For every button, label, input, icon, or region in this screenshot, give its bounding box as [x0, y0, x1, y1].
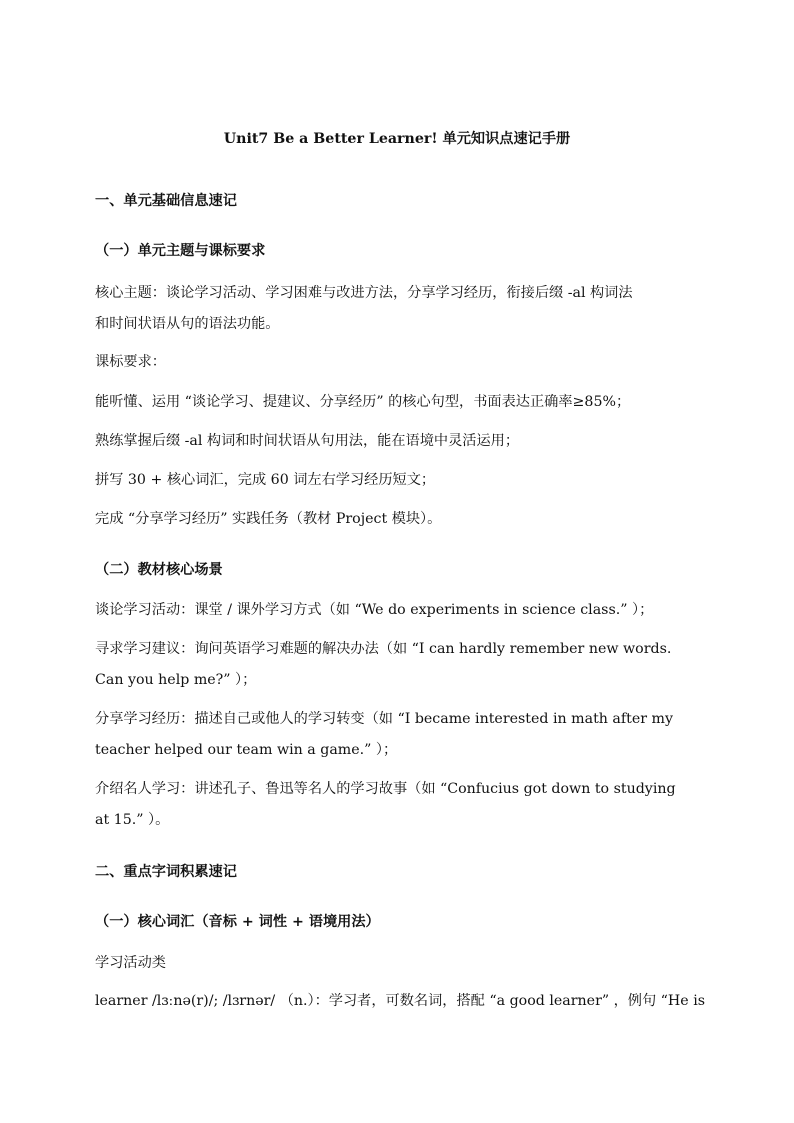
subsection-heading-core-scenes: （二）教材核心场景 [95, 562, 223, 578]
scene-item-2-line-2: Can you help me?” ）； [95, 672, 257, 688]
vocabulary-category: 学习活动类 [95, 955, 166, 971]
requirement-item-1: 能听懂、运用 “谈论学习、提建议、分享经历” 的核心句型，书面表达正确率≥85%； [95, 394, 631, 410]
requirement-item-2: 熟练掌握后缀 -al 构词和时间状语从句用法，能在语境中灵活运用； [95, 433, 520, 449]
subsection-heading-core-vocabulary: （一）核心词汇（音标 + 词性 + 语境用法） [95, 914, 380, 930]
scene-item-2-line-1: 寻求学习建议：询问英语学习难题的解决办法（如 “I can hardly remember new words. [95, 641, 672, 657]
section-heading-vocabulary: 二、重点字词积累速记 [95, 864, 237, 880]
document-title: Unit7 Be a Better Learner! 单元知识点速记手册 [223, 131, 571, 147]
core-theme-line-1: 核心主题：谈论学习活动、学习困难与改进方法，分享学习经历，衔接后缀 -al 构词法 [95, 285, 633, 301]
requirement-item-3: 拼写 30 + 核心词汇，完成 60 词左右学习经历短文； [95, 472, 436, 488]
section-heading-basic-info: 一、单元基础信息速记 [95, 193, 237, 209]
scene-item-1: 谈论学习活动：课堂 / 课外学习方式（如 “We do experiments in science class.” ）； [95, 602, 654, 618]
scene-item-4-line-2: at 15.” ）。 [95, 812, 170, 828]
scene-item-3-line-2: teacher helped our team win a game.” ）； [95, 742, 398, 758]
scene-item-4-line-1: 介绍名人学习：讲述孔子、鲁迅等名人的学习故事（如 “Confucius got down to studying [95, 781, 676, 797]
core-theme-line-2: 和时间状语从句的语法功能。 [95, 316, 280, 332]
subsection-heading-theme-requirements: （一）单元主题与课标要求 [95, 243, 266, 259]
scene-item-3-line-1: 分享学习经历：描述自己或他人的学习转变（如 “I became interested in math after my [95, 711, 673, 727]
requirements-label: 课标要求： [95, 354, 166, 370]
vocabulary-entry-learner: learner /lɜːnə(r)/; /lɜrnər/ （n.）：学习者，可数名词，搭配 “a good learner” ，例句 “He is [95, 993, 706, 1009]
requirement-item-4: 完成 “分享学习经历” 实践任务（教材 Project 模块）。 [95, 511, 442, 527]
